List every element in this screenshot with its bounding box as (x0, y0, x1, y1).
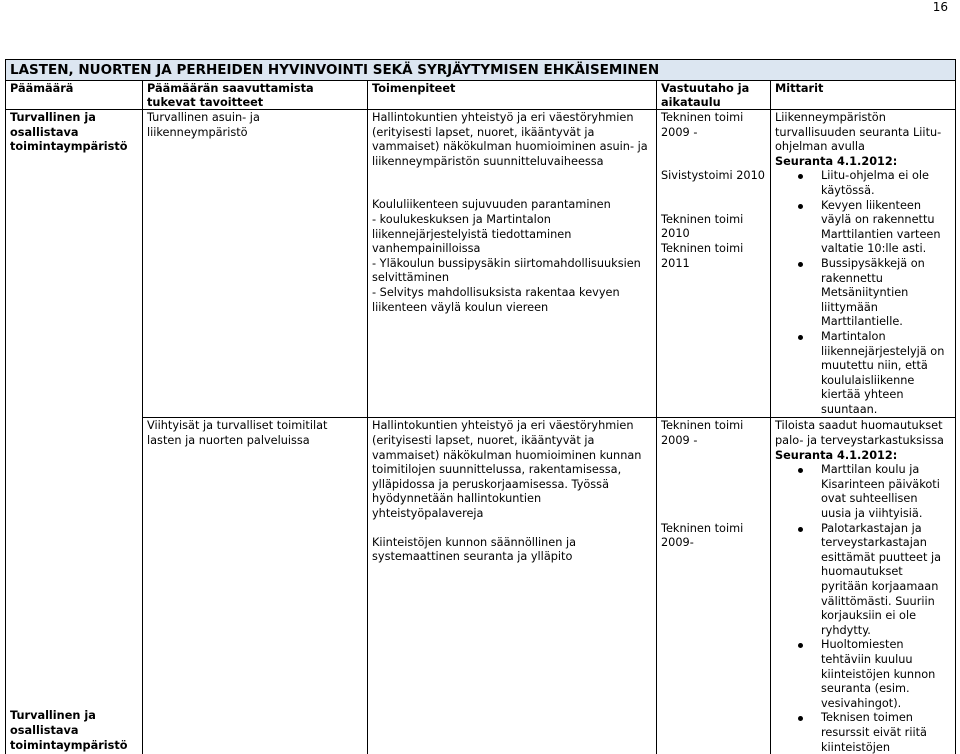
list-item: Palotarkastajan ja terveystarkastajan esittämät puutteet ja huomautukset pyritään korjaamaan välittömästi. Suuriin korjauksiin ei ole ryhdytty. (775, 522, 951, 639)
header-actions: Toimenpiteet (368, 81, 657, 110)
resp-year-3: 2011 (661, 256, 690, 270)
action-cycle-path: - Selvitys mahdollisuksista rakentaa kevyen liikenteen väylä koulun viereen (372, 285, 620, 314)
actions-traffic (368, 110, 657, 418)
list-item: Bussipysäkkejä on rakennettu Metsäniityntien liittymään Marttilantielle. (775, 257, 951, 330)
metrics-facilities-list (775, 463, 951, 754)
action-facilities-cooperation: Hallintokuntien yhteistyö ja eri väestöryhmien (erityisesti lapset, nuoret, ikääntyvät ja vammaiset) näkökulman huomioiminen kunnan toimitilojen suunnittelussa, rakentamisessa, ylläpidossa ja peruskorjaamisessa. Työssä hyödynnetään hallintokuntien yhteistyöpalavereja (372, 419, 642, 521)
resp-technical-1: Tekninen toimi (661, 111, 744, 124)
metrics-traffic-list (775, 169, 951, 417)
action-cooperation: Hallintokuntien yhteistyö ja eri väestöryhmien (erityisesti lapset, nuoret, ikääntyvät ja vammaiset) näkökulman huomioiminen asuin- ja liikenneympäristön suunnitteluvaiheessa (372, 111, 648, 168)
section-title: LASTEN, NUORTEN JA PERHEIDEN HYVINVOINTI SEKÄ SYRJÄYTYMISEN EHKÄISEMINEN (6, 60, 956, 81)
header-responsible-schedule: Vastuutaho ja aikataulu (657, 81, 771, 110)
plan-table (5, 59, 956, 754)
responsible-facilities (657, 418, 771, 754)
objective-facilities: Viihtyisät ja turvalliset toimitilat lasten ja nuorten palveluissa (143, 418, 368, 754)
resp-technical-5: Tekninen toimi (661, 521, 744, 535)
list-item: Teknisen toimen resurssit eivät riitä kiinteistöjen (775, 711, 951, 754)
metrics-facilities (771, 418, 956, 754)
list-item: Huoltomiesten tehtäviin kuuluu kiinteistöjen kunnon seuranta (esim. vesivahingot). (775, 638, 951, 711)
page-number: 16 (932, 0, 948, 14)
header-supporting-objectives: Päämäärän saavuttamista tukevat tavoitteet (143, 81, 368, 110)
action-school-traffic: Koululiikenteen sujuvuuden parantaminen (372, 198, 611, 212)
resp-year-1: 2009 - (661, 125, 698, 139)
responsible-traffic (657, 110, 771, 418)
metrics-traffic (771, 110, 956, 418)
metrics-traffic-intro: Liikenneympäristön turvallisuuden seuranta Liitu-ohjelman avulla (775, 111, 942, 154)
resp-year-2: 2010 (661, 227, 690, 241)
list-item: Martintalon liikennejärjestelyjä on muutettu niin, että koululaisliikenne kiertää yhteen suuntaan. (775, 330, 951, 418)
resp-technical-4: Tekninen toimi (661, 419, 744, 433)
objective-traffic: Turvallinen asuin- ja liikenneympäristö (143, 110, 368, 418)
header-row (6, 81, 956, 110)
resp-technical-2: Tekninen toimi (661, 212, 744, 226)
list-item: Marttilan koulu ja Kisarinteen päiväkoti ovat suhteellisen uusia ja viihtyisiä. (775, 463, 951, 521)
header-goal: Päämäärä (6, 81, 143, 110)
resp-year-5: 2009- (661, 536, 694, 550)
row-traffic-environment (6, 110, 956, 418)
row-facilities (6, 418, 956, 754)
resp-education: Sivistystoimi 2010 (661, 169, 765, 183)
list-item: Kevyen liikenteen väylä on rakennettu Marttilantien varteen valtatie 10:lle asti. (775, 199, 951, 257)
header-metrics: Mittarit (771, 81, 956, 110)
action-maintenance: Kiinteistöjen kunnon säännöllinen ja systemaattinen seuranta ja ylläpito (372, 535, 577, 564)
resp-year-4: 2009 - (661, 434, 698, 448)
metrics-traffic-followup: Seuranta 4.1.2012: (775, 154, 898, 168)
metrics-facilities-intro: Tiloista saadut huomautukset palo- ja terveystarkastuksissa (775, 419, 944, 448)
metrics-facilities-followup: Seuranta 4.1.2012: (775, 448, 898, 462)
goal-label-repeated: Turvallinen ja osallistava toimintaympäristö (10, 709, 128, 752)
resp-technical-3: Tekninen toimi (661, 241, 744, 255)
action-bus-stop: - Yläkoulun bussipysäkin siirtomahdollisuuksien selvittäminen (372, 256, 641, 285)
goal-cell (6, 110, 143, 754)
title-row (6, 60, 956, 81)
action-school-traffic-info: - koulukeskuksen ja Martintalon liikennejärjestelyistä tiedottaminen vanhempainilloissa (372, 212, 572, 256)
list-item: Liitu-ohjelma ei ole käytössä. (775, 169, 951, 198)
goal-label: Turvallinen ja osallistava toimintaympäristö (10, 111, 128, 154)
actions-facilities (368, 418, 657, 754)
